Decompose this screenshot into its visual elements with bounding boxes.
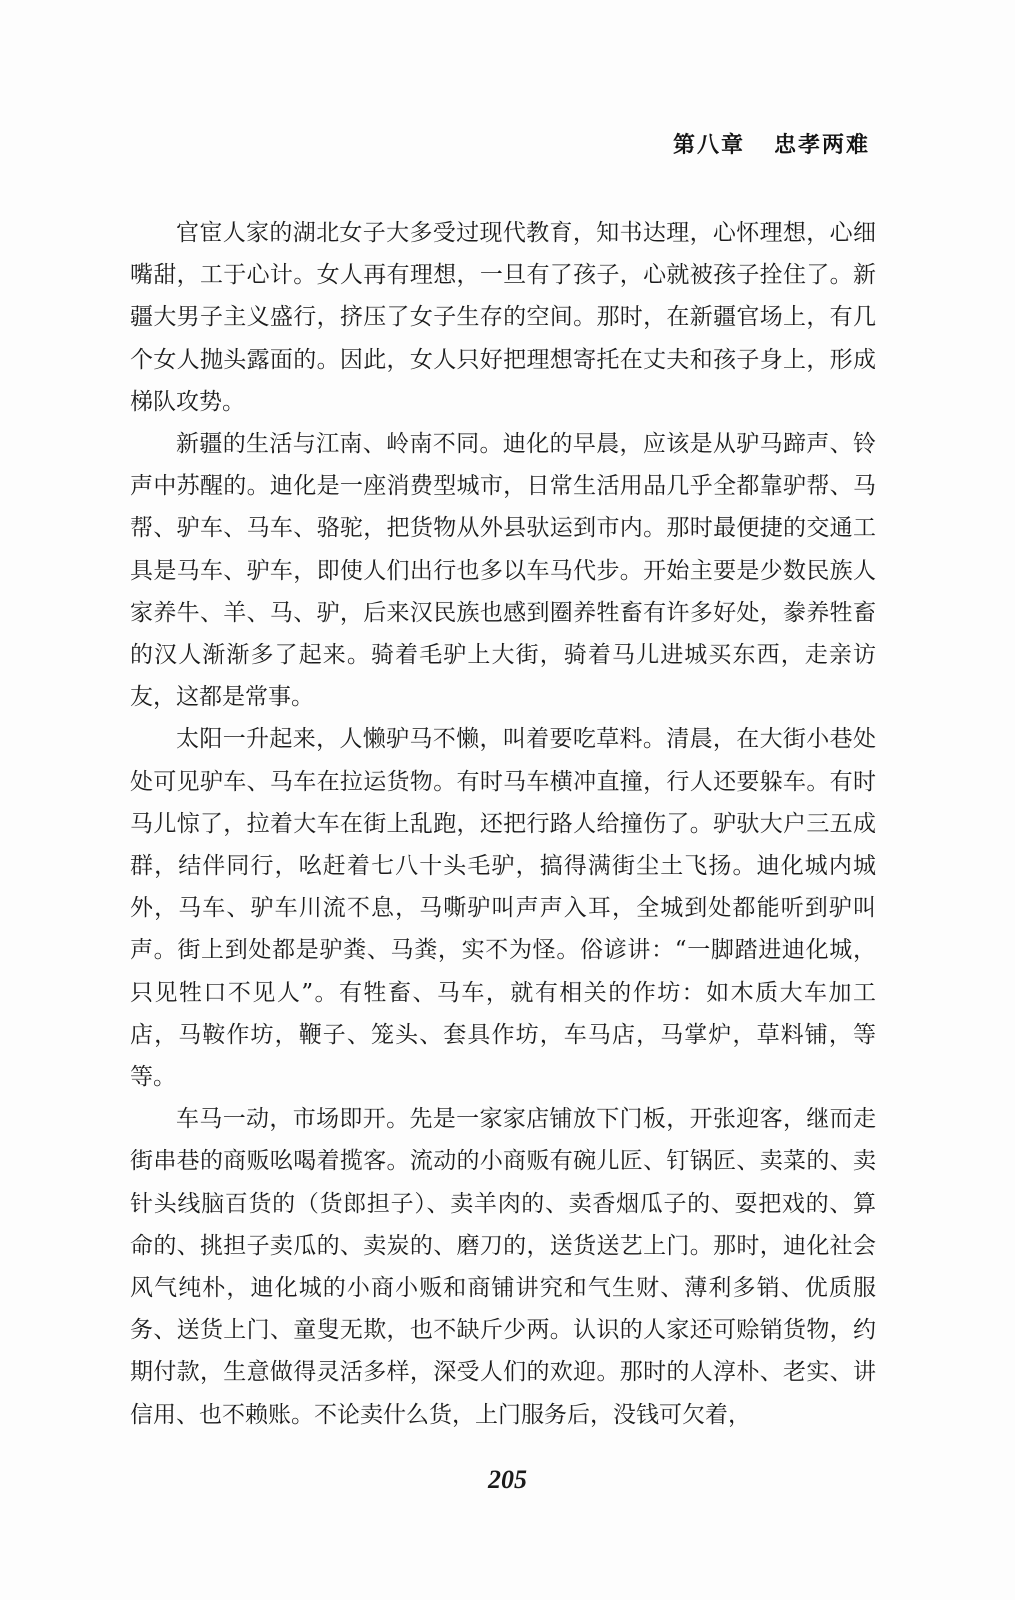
paragraph: 太阳一升起来，人懒驴马不懒，叫着要吃草料。清晨，在大街小巷处处可见驴车、马车在拉运货物。有时马车横冲直撞，行人还要躲车。有时马儿惊了，拉着大车在街上乱跑，还把行路人给撞伤了。驴驮大户三五成群，结伴同行，吆赶着七八十头毛驴，搞得满街尘土飞扬。迪化城内城外，马车、驴车川流不息，马嘶驴叫声声入耳，全城到处都能听到驴叫声。街上到处都是驴粪、马粪，实不为怪。俗谚讲：“一脚踏进迪化城，只见牲口不见人”。有牲畜、马车，就有相关的作坊：如木质大车加工店，马鞍作坊，鞭子、笼头、套具作坊，车马店，马掌炉，草料铺，等等。 [130,726,876,1091]
paragraph: 车马一动，市场即开。先是一家家店铺放下门板，开张迎客，继而走街串巷的商贩吆喝着揽客。流动的小商贩有碗儿匠、钉锅匠、卖菜的、卖针头线脑百货的（货郎担子）、卖羊肉的、卖香烟瓜子的、耍把戏的、算命的、挑担子卖瓜的、卖炭的、磨刀的，送货送艺上门。那时，迪化社会风气纯朴，迪化城的小商小贩和商铺讲究和气生财、薄利多销、优质服务、送货上门、童叟无欺，也不缺斤少两。认识的人家还可赊销货物，约期付款，生意做得灵活多样，深受人们的欢迎。那时的人淳朴、老实、讲信用、也不赖账。不论卖什么货，上门服务后，没钱可欠着， [130,1106,876,1428]
running-head: 第八章 忠孝两难 [673,132,870,158]
paragraph: 官宦人家的湖北女子大多受过现代教育，知书达理，心怀理想，心细嘴甜，工于心计。女人再有理想，一旦有了孩子，心就被孩子拴住了。新疆大男子主义盛行，挤压了女子生存的空间。那时，在新疆官场上，有几个女人抛头露面的。因此，女人只好把理想寄托在丈夫和孩子身上，形成梯队攻势。 [130,220,876,415]
body-text [130,212,876,1436]
page-number: 205 [488,1465,527,1494]
paragraph: 新疆的生活与江南、岭南不同。迪化的早晨，应该是从驴马蹄声、铃声中苏醒的。迪化是一座消费型城市，日常生活用品几乎全都靠驴帮、马帮、驴车、马车、骆驼，把货物从外县驮运到市内。那时最便捷的交通工具是马车、驴车，即使人们出行也多以车马代步。开始主要是少数民族人家养牛、羊、马、驴，后来汉民族也感到圈养牲畜有许多好处，豢养牲畜的汉人渐渐多了起来。骑着毛驴上大街，骑着马儿进城买东西，走亲访友，这都是常事。 [130,431,876,711]
